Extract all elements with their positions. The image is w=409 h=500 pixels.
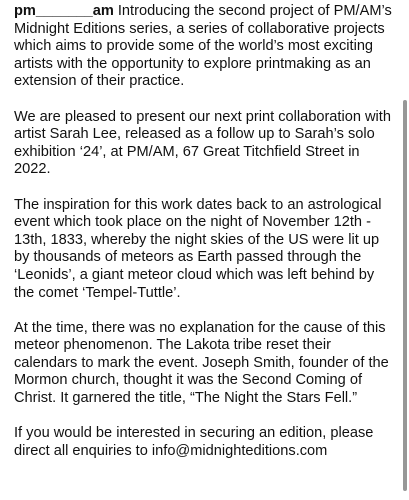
username-link[interactable]: pm_______am: [14, 3, 114, 19]
caption-paragraph-collaboration: We are pleased to present our next print collaboration with artist Sarah Lee, released as a follow up to Sarah’s solo exhibition ‘24’, at PM/AM, 67 Great Titchfield Street in 2022.: [14, 108, 391, 178]
caption-paragraph-inspiration: The inspiration for this work dates back to an astrological event which took place on the night of November 12th - 13th, 1833, whereby the night skies of the US were lit up by thousands of meteors as Earth passed through the ‘Leonids’, a giant meteor cloud which was left behind by the comet ‘Tempel-Tuttle’.: [14, 196, 382, 301]
vertical-scrollbar[interactable]: [403, 100, 407, 491]
caption-paragraph-intro: [14, 3, 393, 91]
caption-text-intro: Introducing the second project of PM/AM’s Midnight Editions series, a series of collaborative projects which aims to provide some of the world’s most exciting artists with the opportunity to explore printmaking as an extension of their practice.: [14, 3, 392, 90]
caption-paragraph-contact: If you would be interested in securing an edition, please direct all enquiries to info@midnighteditions.com: [14, 425, 374, 459]
caption-paragraph-history: At the time, there was no explanation for the cause of this meteor phenomenon. The Lakota tribe reset their calendars to mark the event. Joseph Smith, founder of the Mormon church, thought it was the Second Coming of Christ. It garnered the title, “The Night the Stars Fell.”: [14, 319, 389, 407]
